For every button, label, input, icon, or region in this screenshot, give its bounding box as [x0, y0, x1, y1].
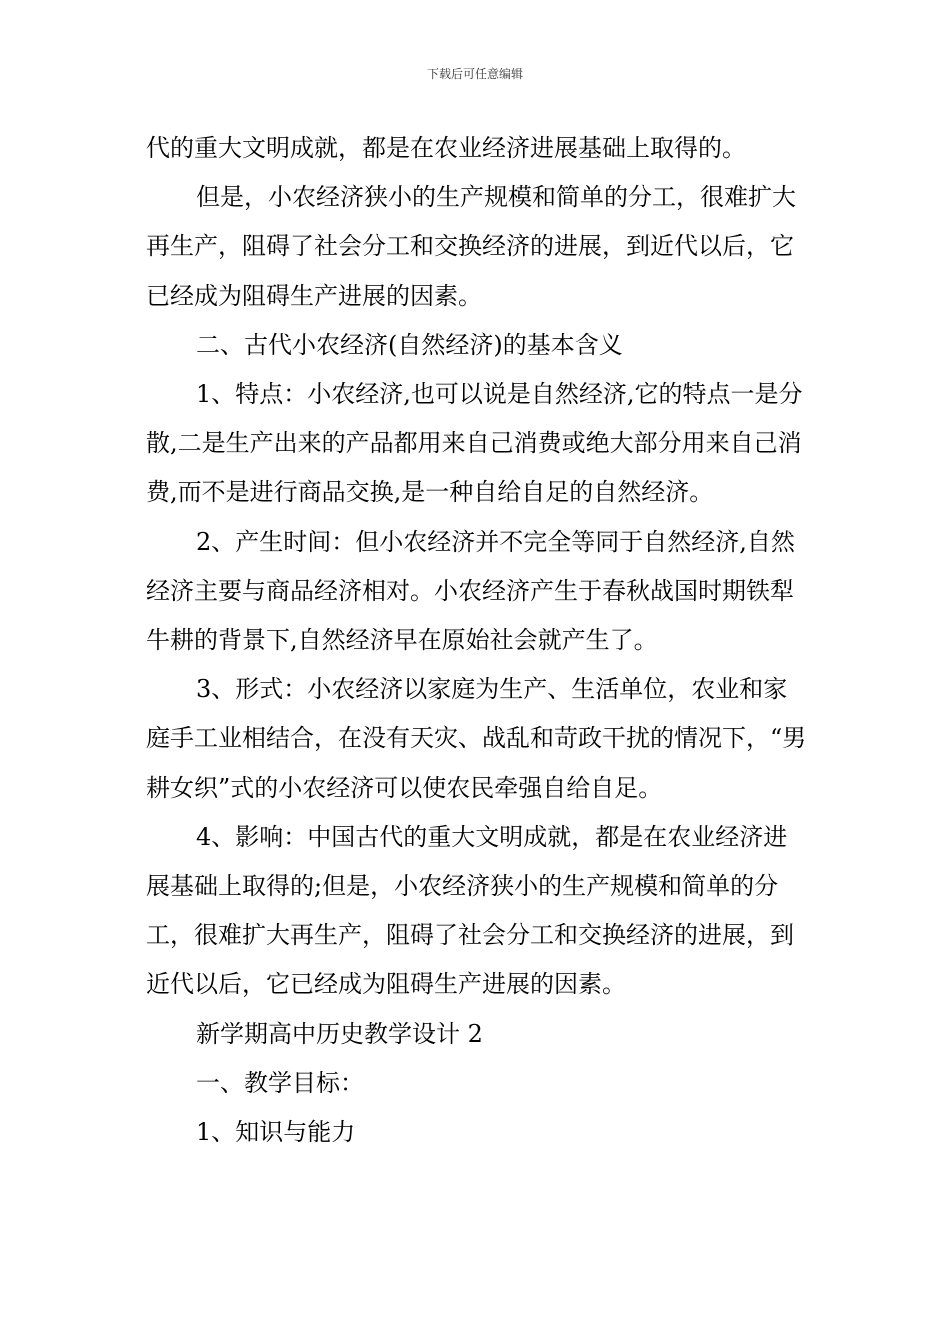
paragraph: 2、产生时间：但小农经济并不完全等同于自然经济,自然经济主要与商品经济相对。小农经济产生于春秋战国时期铁犁牛耕的背景下,自然经济早在原始社会就产生了。 [146, 527, 795, 655]
subsection-heading: 1、知识与能力 [196, 1118, 356, 1147]
paragraph: 4、影响：中国古代的重大文明成就，都是在农业经济进展基础上取得的;但是，小农经济狭小的生产规模和简单的分工，很难扩大再生产，阻碍了社会分工和交换经济的进展，到近代以后，它已经成为阻碍生产进展的因素。 [146, 822, 794, 999]
page-header: 下载后可任意编辑 [426, 67, 523, 81]
section-heading: 二、古代小农经济(自然经济)的基本含义 [196, 330, 623, 359]
document-title: 新学期高中历史教学设计 2 [196, 1019, 483, 1048]
document-body [146, 124, 810, 1157]
section-heading: 一、教学目标： [196, 1068, 364, 1097]
paragraph: 1、特点：小农经济,也可以说是自然经济,它的特点一是分散,二是生产出来的产品都用来自己消费或绝大部分用来自己消费,而不是进行商品交换,是一种自给自足的自然经济。 [146, 380, 803, 507]
paragraph: 3、形式：小农经济以家庭为生产、生活单位，农业和家庭手工业相结合，在没有天灾、战乱和苛政干扰的情况下，“男耕女织”式的小农经济可以使农民牵强自给自足。 [146, 675, 807, 802]
paragraph: 但是，小农经济狭小的生产规模和简单的分工，很难扩大再生产，阻碍了社会分工和交换经济的进展，到近代以后，它已经成为阻碍生产进展的因素。 [146, 183, 796, 310]
paragraph: 代的重大文明成就，都是在农业经济进展基础上取得的。 [146, 134, 746, 162]
